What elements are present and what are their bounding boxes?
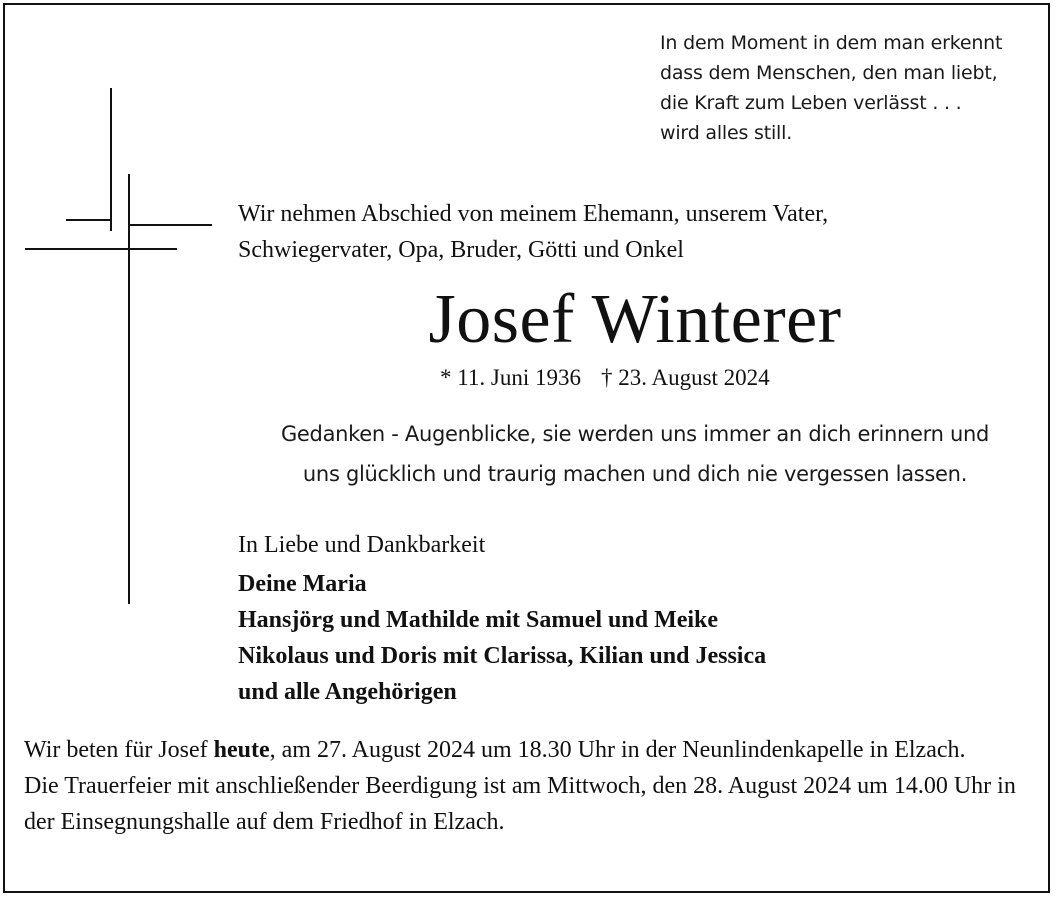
poem-line: die Kraft zum Leben verlässt . . . bbox=[660, 92, 962, 114]
mourner-line: Hansjörg und Mathilde mit Samuel und Meike bbox=[238, 607, 719, 633]
life-dates bbox=[440, 362, 860, 394]
mourners-list bbox=[238, 566, 1018, 710]
intro-line: Wir nehmen Abschied von meinem Ehemann, unserem Vater, bbox=[238, 201, 829, 227]
quote-line: uns glücklich und traurig machen und dich nie vergessen lassen. bbox=[302, 462, 968, 486]
deceased-name: Josef Winterer bbox=[428, 281, 842, 358]
intro-line: Schwiegervater, Opa, Bruder, Götti und Onkel bbox=[238, 237, 684, 263]
closing-greeting: In Liebe und Dankbarkeit bbox=[238, 532, 486, 558]
death-date: † 23. August 2024 bbox=[601, 365, 770, 390]
cross-left-vertical bbox=[110, 88, 112, 231]
mourner-line: Deine Maria bbox=[238, 571, 367, 597]
poem-line: dass dem Menschen, den man liebt, bbox=[660, 62, 998, 84]
birth-date: * 11. Juni 1936 bbox=[440, 365, 581, 390]
poem bbox=[660, 28, 1040, 148]
poem-line: In dem Moment in dem man erkennt bbox=[660, 32, 1003, 54]
mourner-line: Nikolaus und Doris mit Clarissa, Kilian und Jessica bbox=[238, 643, 767, 669]
memorial-quote bbox=[230, 414, 1040, 494]
prayer-notice: Wir beten für Josef heute, am 27. August 2024 um 18.30 Uhr in der Neunlindenkapelle in Elzach. bbox=[24, 737, 966, 763]
cross-left-horizontal bbox=[66, 219, 112, 221]
service-notice bbox=[24, 732, 1039, 840]
cross-right-horizontal bbox=[128, 224, 212, 226]
prayer-emphasis: heute bbox=[213, 737, 270, 763]
farewell-intro bbox=[238, 196, 1018, 268]
cross-lower-right-horizontal bbox=[130, 248, 177, 250]
quote-line: Gedanken - Augenblicke, sie werden uns immer an dich erinnern und bbox=[280, 422, 990, 446]
cross-right-vertical bbox=[128, 174, 130, 604]
cross-lower-left-horizontal bbox=[25, 248, 130, 250]
poem-line: wird alles still. bbox=[660, 122, 793, 144]
mourner-line: und alle Angehörigen bbox=[238, 679, 457, 705]
funeral-notice: Die Trauerfeier mit anschließender Beerdigung ist am Mittwoch, den 28. August 2024 um 14.00 Uhr in der Einsegnungshalle auf dem Friedhof in Elzach. bbox=[24, 773, 1016, 835]
